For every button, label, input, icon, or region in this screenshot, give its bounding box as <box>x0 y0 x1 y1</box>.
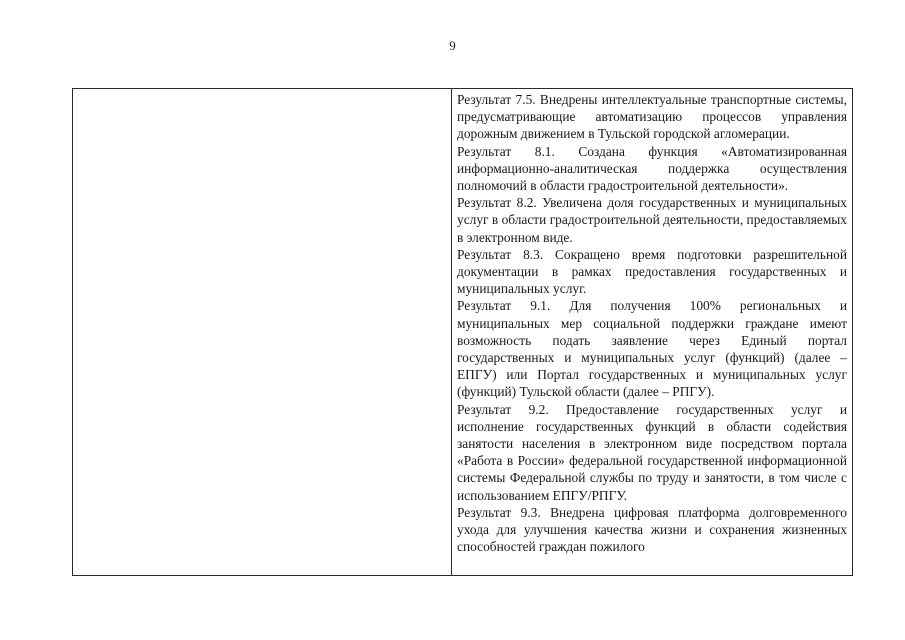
table-left-cell <box>73 89 451 575</box>
result-8-2-paragraph: Результат 8.2. Увеличена доля государственных и муниципальных услуг в области градостроительной деятельности, предоставляемых в электронном виде. <box>457 195 847 245</box>
page-number: 9 <box>449 38 456 53</box>
column-divider <box>451 89 452 575</box>
result-8-1-paragraph: Результат 8.1. Создана функция «Автоматизированная информационно-аналитическая поддержка осуществления полномочий в области градостроительной деятельности». <box>457 143 847 194</box>
result-9-2-paragraph: Результат 9.2. Предоставление государственных услуг и исполнение государственных функций в области содействия занятости населения в электронном виде посредством портала «Работа в России» федеральной государственной информационной системы Федеральной службы по труду и занятости, в том числе с использованием ЕПГУ/РПГУ. <box>457 401 847 503</box>
result-7-5-paragraph: Результат 7.5. Внедрены интеллектуальные транспортные системы, предусматривающие автоматизацию процессов управления дорожным движением в Тульской городской агломерации. <box>457 92 847 142</box>
result-9-3-paragraph: Результат 9.3. Внедрена цифровая платформа долговременного ухода для улучшения качества жизни и сохранения жизненных способностей граждан пожилого <box>457 504 847 555</box>
table-right-cell <box>457 91 847 575</box>
result-8-3-paragraph: Результат 8.3. Сокращено время подготовки разрешительной документации в рамках предоставления государственных и муниципальных услуг. <box>457 246 847 297</box>
result-9-1-paragraph: Результат 9.1. Для получения 100% региональных и муниципальных мер социальной поддержки граждане имеют возможность подать заявление через Единый портал государственных и муниципальных услуг (функций) (далее – ЕПГУ) или Портал государственных и муниципальных услуг (функций) Тульской области (далее – РПГУ). <box>457 298 847 400</box>
results-table <box>72 88 853 576</box>
